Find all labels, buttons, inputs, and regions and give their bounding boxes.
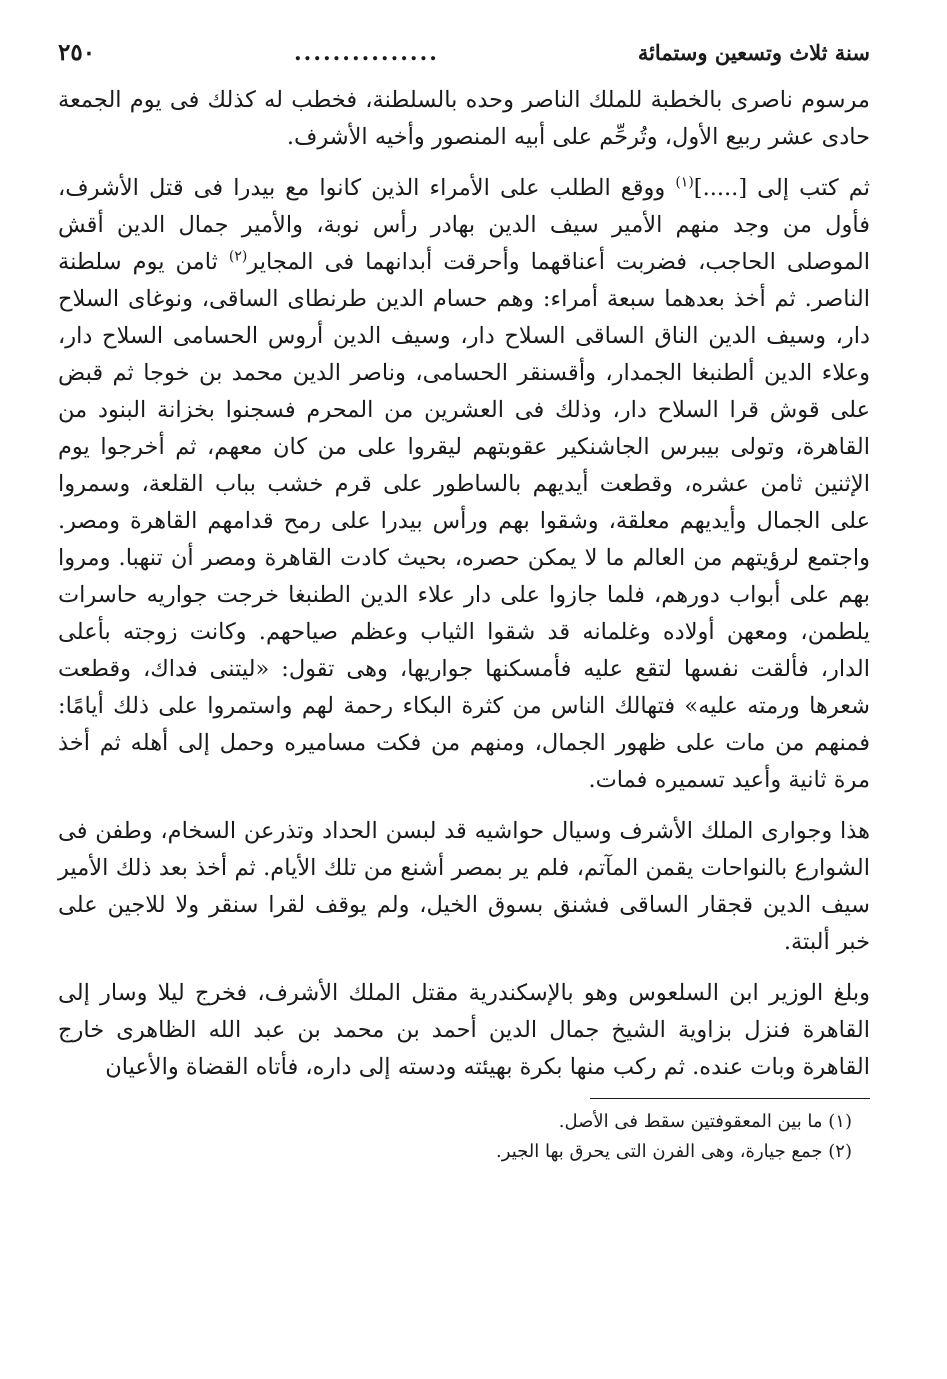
- paragraph-text: ثامن يوم سلطنة الناصر. ثم أخذ بعدهما سبعة أمراء: وهم حسام الدين طرنطاى الساقى، ونوغاى السلاح دار، وسيف الدين الناق الساقى السلاح دار، وسيف الدين أروس الحسامى السلاح دار، وعلاء الدين ألطنبغا الجمدار، وأقسنقر الحسامى، وناصر الدين محمد بن خوجا ثم قبض على قوش قرا السلاح دار، وذلك فى العشرين من المحرم فسجنوا بخزانة البنود من القاهرة، وتولى بيبرس الجاشنكير عقوبتهم ليقروا على من كان معهم، ثم أخرجوا يوم الإثنين ثامن عشره، وقطعت أيديهم بالساطور على قرم خشب بباب القلعة، وسمروا على الجمال وأيديهم معلقة، وشقوا بهم ورأس بيدرا على رمح قدامهم القاهرة ومصر. واجتمع لرؤيتهم من العالم ما لا يمكن حصره، بحيث كادت القاهرة ومصر أن تنهبا. ومروا بهم على أبواب دورهم، فلما جازوا على دار علاء الدين الطنبغا خرجت جواريه حاسرات يلطمن، ومعهن أولاده وغلمانه قد شقوا الثياب وعظم صياحهم. وكانت زوجته بأعلى الدار، فألقت نفسها لتقع عليه فأمسكنها جواريها، وهى تقول: «ليتنى فداك، وقطعت شعرها ورمته عليه» فتهالك الناس من كثرة البكاء رحمة لهم واستمروا على ذلك أيامًا: فمنهم من مات على ظهور الجمال، ومنهم من فكت مساميره وحمل إلى أهله ثم أخذ مرة ثانية وأعيد تسميره فمات.: [58, 249, 870, 793]
- page-number: ٢٥٠: [58, 39, 96, 66]
- paragraph-text: ثم كتب إلى [.....]: [693, 175, 870, 201]
- footnotes: [58, 1107, 870, 1167]
- paragraph-text: مرسوم ناصرى بالخطبة للملك الناصر وحده بالسلطنة، فخطب له كذلك فى يوم الجمعة حادى عشر ربيع الأول، وتُرحِّم على أبيه المنصور وأخيه الأشرف.: [58, 87, 870, 150]
- paragraph: [58, 170, 870, 799]
- paragraph: [58, 813, 870, 961]
- header-dots: ...............: [294, 40, 439, 66]
- running-title: سنة ثلاث وتسعين وستمائة: [637, 40, 870, 65]
- body-text: [58, 82, 870, 1086]
- paragraph-text: وبلغ الوزير ابن السلعوس وهو بالإسكندرية مقتل الملك الأشرف، فخرج ليلا وسار إلى القاهرة فنزل بزاوية الشيخ جمال الدين أحمد بن محمد بن عبد الله الظاهرى خارج القاهرة وبات عنده. ثم ركب منها بكرة بهيئته ودسته إلى داره، فأتاه القضاة والأعيان: [58, 980, 870, 1080]
- paragraph: [58, 82, 870, 156]
- paragraph-text: ووقع الطلب على الأمراء الذين كانوا مع بيدرا فى قتل الأشرف، فأول من وجد منهم الأمير سيف الدين بهادر رأس نوبة، والأمير جمال الدين أقش الموصلى الحاجب، فضربت أعناقهما وأحرقت أبدانهما فى المجاير: [58, 175, 870, 275]
- footnote-ref[interactable]: (٢): [228, 248, 248, 265]
- footnote-divider: [590, 1098, 870, 1099]
- paragraph: [58, 975, 870, 1086]
- document-page: [58, 38, 870, 1167]
- footnote: (٢) جمع جيارة، وهى الفرن التى يحرق بها الجير.: [496, 1141, 852, 1162]
- page-header: [58, 38, 870, 68]
- footnote-ref[interactable]: (١): [675, 174, 694, 191]
- paragraph-text: هذا وجوارى الملك الأشرف وسيال حواشيه قد لبسن الحداد وتذرعن السخام، وطفن فى الشوارع بالنواحات يقمن المآتم، فلم ير بمصر أشنع من تلك الأيام. ثم أخذ بعد ذلك الأمير سيف الدين قجقار الساقى فشنق بسوق الخيل، ولم يوقف لقرا سنقر ولا للاجين على خبر ألبتة.: [58, 818, 870, 955]
- footnote: (١) ما بين المعقوفتين سقط فى الأصل.: [558, 1111, 852, 1132]
